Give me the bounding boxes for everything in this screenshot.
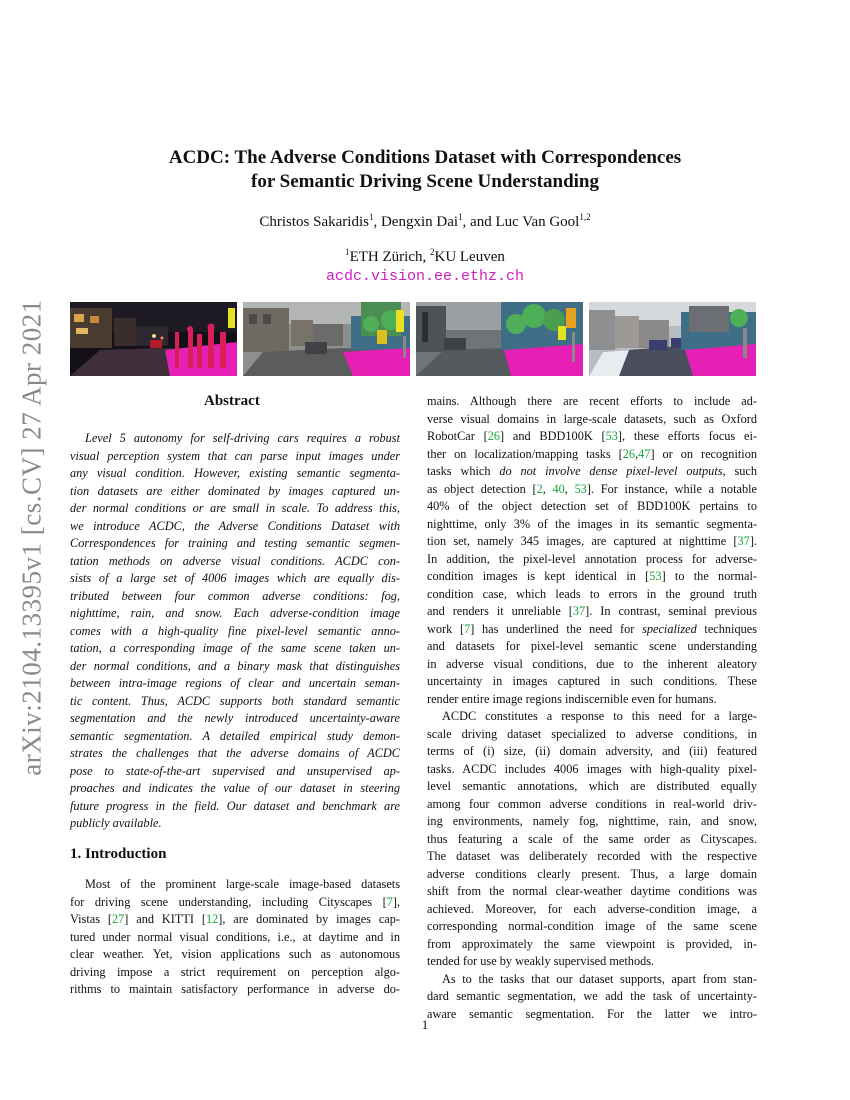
text-segment: techniques [696, 621, 758, 636]
text-line [427, 953, 757, 971]
affiliation-marker: 2 [429, 247, 435, 257]
citation-link[interactable]: 53 [574, 481, 587, 496]
author-name: Christos Sakaridis [259, 214, 369, 230]
text-line [427, 848, 757, 866]
affiliation-marker: 1 [345, 247, 350, 257]
introduction-heading: 1. Introduction [70, 846, 167, 862]
introduction-body [70, 876, 400, 999]
abstract-line: visual perception system that can parse input images under [70, 448, 400, 463]
text-segment: As to the tasks that our dataset supports, apart from stan- [442, 971, 757, 986]
text-segment: in adverse visual conditions, due to the inherent aleatory [427, 656, 757, 671]
text-segment: driving impose a strict requirement on perception algo- [70, 964, 400, 979]
text-line [427, 901, 757, 919]
text-line [427, 603, 757, 621]
abstract-line: tation methods on adverse visual conditions. ACDC con- [70, 553, 400, 568]
text-line [427, 761, 757, 779]
text-line [427, 411, 757, 429]
abstract-line: any visual condition. However, existing semantic segmenta- [70, 466, 400, 480]
text-line [427, 533, 757, 551]
text-line [70, 964, 400, 982]
teaser-figure [70, 302, 756, 376]
text-segment: ], these efforts focus ei- [617, 429, 757, 443]
citation-link[interactable]: 27 [111, 912, 125, 926]
text-segment: tured under normal visual conditions, i.e., at daytime and in [70, 929, 400, 944]
text-segment: tion set, namely 345 images, are captured at nighttime [ [427, 534, 738, 548]
affiliation-name: KU Leuven [434, 249, 505, 265]
citation-link[interactable]: 47 [638, 446, 651, 461]
text-segment: The dataset was deliberately recorded with the respective [427, 849, 757, 863]
citation-link[interactable]: 26 [487, 429, 500, 443]
text-segment: ] and BDD100K [ [500, 429, 606, 443]
text-line [427, 743, 757, 761]
author-affiliation-marker: 1 [458, 212, 463, 222]
text-segment: condition case, which leads to errors in the ground truth [427, 586, 757, 601]
text-line [427, 936, 757, 954]
abstract-line: Level 5 autonomy for self-driving cars requires a robust [85, 431, 400, 445]
arxiv-stamp [12, 295, 52, 780]
text-segment: ]. In contrast, seminal previous [585, 604, 757, 618]
text-segment: ], [392, 894, 400, 909]
text-line [427, 831, 757, 849]
author-name: Dengxin Dai [380, 214, 459, 230]
citation-link[interactable]: 12 [205, 912, 219, 926]
text-segment: ] to the normal- [661, 569, 757, 583]
text-line [427, 883, 757, 901]
text-segment: work [ [427, 621, 465, 636]
text-segment: rithms to maintain satisfactory performance in adverse do- [70, 982, 400, 996]
abstract-line: sists of a large set of 4006 images which are equally dis- [70, 571, 400, 585]
text-line [70, 894, 400, 912]
text-segment: ] and KITTI [ [124, 912, 206, 926]
affiliations [100, 249, 750, 266]
text-segment: render entire image regions indiscernible even for humans. [427, 691, 717, 706]
text-segment: ]. [749, 534, 757, 548]
right-column-body [427, 393, 757, 1023]
text-segment: 40% of the object detection set of BDD100K pertains to [427, 499, 757, 513]
text-line [427, 638, 757, 656]
teaser-image-nighttime [70, 302, 237, 376]
text-line [427, 498, 757, 516]
citation-link[interactable]: 53 [649, 569, 662, 583]
text-line [427, 708, 757, 726]
text-segment: from approximately the same viewpoint is provided, in- [427, 936, 757, 951]
text-segment: RobotCar [ [427, 429, 488, 443]
text-segment: corresponding normal-condition image of the same scene [427, 919, 757, 933]
abstract-line: pose to state-of-the-art supervised and unsupervised ap- [70, 763, 400, 778]
author-list [100, 214, 750, 231]
author-separator: , and [462, 214, 496, 230]
text-line [427, 691, 757, 709]
abstract-line: tion datasets are either dominated by images captured un- [70, 483, 400, 498]
abstract-line: future progress in the field. Our dataset and benchmark are [70, 798, 400, 813]
abstract-line: semantic segmentation. A detailed empirical study demon- [70, 728, 400, 743]
text-line [427, 516, 757, 534]
abstract-line: segmentation and the newly introduced uncertainty-aware [70, 711, 400, 725]
text-line [427, 568, 757, 586]
text-line [427, 796, 757, 814]
text-line [70, 946, 400, 964]
text-line [427, 428, 757, 446]
abstract-heading: Abstract [204, 393, 260, 409]
abstract-line: publicly available. [70, 816, 162, 830]
abstract-line: comes with a high-quality fine pixel-level semantic anno- [70, 623, 400, 638]
text-line [427, 446, 757, 464]
affiliation-separator: , [422, 249, 430, 265]
text-segment: verse visual domains in large-scale datasets, such as Oxford [427, 411, 757, 426]
abstract-line: tributed between four common adverse conditions: fog, [70, 588, 400, 603]
text-line [70, 911, 400, 929]
abstract-line: we introduce ACDC, the Adverse Conditions Dataset with [70, 518, 400, 533]
citation-link[interactable]: 7 [464, 621, 471, 636]
text-segment: In addition, the pixel-level annotation process for adverse- [427, 551, 757, 566]
text-segment: thus featuring a scale of the same order as Cityscapes. [427, 831, 757, 846]
citation-link[interactable]: 2 [536, 481, 543, 496]
text-segment: Most of the prominent large-scale image-based datasets [85, 877, 400, 891]
arxiv-id-text: arXiv:2104.13395v1 [cs.CV] 27 Apr 2021 [16, 299, 47, 776]
emphasis-text: specialized [642, 621, 697, 636]
text-segment: mains. Although there are recent efforts to include ad- [427, 394, 757, 408]
text-segment: ing environments, namely fog, nighttime, rain, and snow, [427, 814, 757, 828]
citation-link[interactable]: 37 [737, 534, 750, 548]
text-segment: , [542, 481, 553, 496]
abstract-line: tic content. Thus, ACDC supports both standard semantic [70, 693, 400, 708]
teaser-image-fog [416, 302, 583, 376]
text-segment: achieved. Moreover, for each adverse-condition image, a [427, 901, 757, 916]
emphasis-text: do not involve dense pixel-level outputs [499, 464, 723, 478]
text-line [427, 813, 757, 831]
text-segment: , [635, 446, 639, 461]
citation-link[interactable]: 26 [622, 446, 636, 461]
abstract-line: between intra-image regions of clear and uncertain seman- [70, 676, 400, 690]
citation-link[interactable]: 37 [572, 604, 586, 618]
text-segment: Vistas [ [70, 912, 112, 926]
abstract-line: strates the challenges that the adverse domains of ACDC [70, 746, 400, 760]
title-line-2: for Semantic Driving Scene Understanding [251, 171, 599, 192]
abstract-line: nighttime, rain, and snow. Each adverse-condition image [70, 606, 400, 620]
text-line [427, 673, 757, 691]
affiliation-name: ETH Zürich [349, 249, 423, 265]
text-line [427, 918, 757, 936]
text-line [427, 393, 757, 411]
citation-link[interactable]: 7 [386, 894, 393, 909]
text-segment: ]. For instance, while a notable [586, 481, 757, 496]
text-segment: adverse conditions clearly present. Thus, a large domain [427, 866, 757, 881]
abstract-body [70, 430, 400, 833]
text-segment: , [564, 481, 575, 496]
citation-link[interactable]: 40 [552, 481, 565, 496]
text-line [427, 988, 757, 1006]
text-segment: uncertainty in images captured in such conditions. These [427, 674, 757, 688]
teaser-image-snow [589, 302, 756, 376]
project-url[interactable]: acdc.vision.ee.ethz.ch [325, 268, 525, 285]
text-line [427, 778, 757, 796]
text-line [427, 551, 757, 569]
abstract-line: der normal conditions or are small in scale. To address this, [70, 501, 400, 515]
text-line [70, 929, 400, 947]
text-line [427, 481, 757, 499]
text-segment: ], are dominated by images cap- [218, 912, 400, 926]
text-segment: scale driving dataset specialized to adverse conditions, in [427, 726, 757, 741]
citation-link[interactable]: 53 [605, 429, 618, 443]
text-segment: terms of (i) size, (ii) domain adversity, and (iii) featured [427, 744, 757, 758]
author-name: Luc Van Gool [495, 214, 580, 230]
text-segment: aware semantic segmentation. For the latter we intro- [427, 1006, 757, 1021]
author-separator: , [373, 214, 381, 230]
text-segment: among four common adverse conditions in real-world driv- [427, 796, 757, 811]
text-line [427, 726, 757, 744]
page-number: 1 [421, 1017, 429, 1032]
text-segment: tended for use by weakly supervised methods. [427, 954, 655, 968]
text-line [427, 586, 757, 604]
abstract-line: proaches and indicates the value of our dataset in steering [70, 781, 400, 795]
text-segment: shift from the normal clear-weather daytime conditions was [427, 884, 757, 898]
text-line [427, 656, 757, 674]
text-segment: ACDC constitutes a response to this need for a large- [442, 709, 757, 723]
title-line-1: ACDC: The Adverse Conditions Dataset with Correspondences [168, 147, 682, 168]
abstract-line: Correspondences for training and testing semantic segmen- [70, 536, 400, 550]
text-line [70, 876, 400, 894]
abstract-line: der normal conditions, and a binary mask that distinguishes [70, 658, 400, 673]
text-segment: ] or on recognition [650, 446, 757, 461]
author-affiliation-marker: 1,2 [579, 212, 591, 222]
text-line [427, 971, 757, 989]
author-affiliation-marker: 1 [368, 212, 374, 222]
text-segment: and renders it unreliable [ [427, 604, 573, 618]
text-segment: tasks which [427, 464, 500, 478]
text-segment: , such [722, 464, 757, 478]
text-segment: clear weather. Yet, vision applications such as autonomous [70, 947, 400, 961]
abstract-line: tation, a corresponding image of the same scene taken un- [70, 641, 400, 655]
text-line [427, 463, 757, 481]
text-segment: ] has underlined the need for [470, 621, 643, 636]
text-segment: dard semantic segmentation, we add the task of uncertainty- [427, 989, 757, 1003]
text-segment: and datasets for pixel-level semantic scene understanding [427, 639, 757, 653]
text-segment: nighttime, only 3% of the images in its semantic segmenta- [427, 516, 757, 531]
text-segment: condition images is kept identical in [ [427, 569, 650, 583]
text-segment: tasks. ACDC includes 4006 images with high-quality pixel- [427, 761, 757, 776]
text-segment: level semantic annotations, which are distributed equally [427, 779, 757, 793]
text-line [427, 866, 757, 884]
teaser-image-rain [243, 302, 410, 376]
text-segment: for driving scene understanding, including Cityscapes [ [70, 894, 387, 909]
text-segment: as object detection [ [427, 481, 537, 496]
text-line [427, 621, 757, 639]
text-line [70, 981, 400, 999]
paper-title [100, 146, 750, 194]
text-segment: ther on localization/mapping tasks [ [427, 446, 623, 461]
